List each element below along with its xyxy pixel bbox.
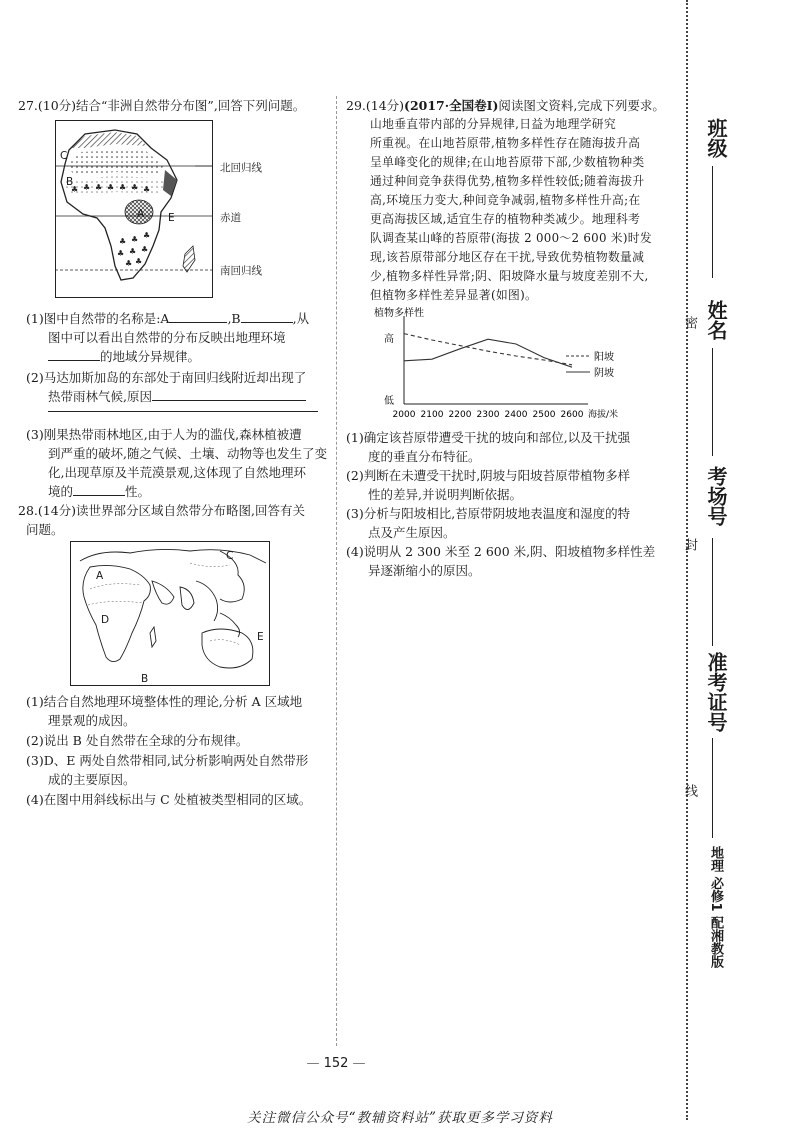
q27-sub2-line2: 热带雨林气候,原因 [48,387,306,406]
q29-para-line8: 现,该苔原带部分地区存在干扰,导致优势植物数量减 [370,250,645,264]
chart-x-tick-label: 2300 [476,410,500,420]
answer-blank-madagascar-1[interactable] [152,387,306,401]
ticket-number-label: 准考证号 [704,652,728,732]
chart-y-low-label: 低 [384,396,394,407]
exam-room-label: 考场号 [704,466,728,526]
q27-sub3-line1: (3)刚果热带雨林地区,由于人为的滥伐,森林植被遭 [26,427,302,442]
q29-sub1-line2: 度的垂直分布特征。 [368,449,481,464]
svg-text:♣: ♣ [143,185,151,194]
chart-x-tick-label: 2600 [560,410,584,420]
svg-text:♣: ♣ [143,231,151,240]
svg-text:♣: ♣ [131,183,139,192]
chart-series-line-sunny-slope [404,334,572,365]
q28-sub2: (2)说出 B 处自然带在全球的分布规律。 [26,733,249,748]
svg-text:♣: ♣ [117,249,125,258]
class-label: 班级 [704,118,728,158]
chart-series-line-shady-slope [404,339,572,367]
svg-text:♣: ♣ [95,183,103,192]
svg-text:♣: ♣ [129,247,137,256]
q29-para-line10: 但植物多样性差异显著(如图)。 [370,288,538,302]
q29-para-line2: 所重视。在山地苔原带,植物多样性存在随海拔升高 [370,136,641,150]
svg-text:♣: ♣ [135,257,143,266]
name-field[interactable] [712,348,713,456]
seal-feng: 封 [682,538,697,551]
africa-map-marker-a: A [137,208,145,220]
binding-dotted-line [686,0,688,1120]
svg-text:♣: ♣ [119,183,127,192]
q29-sub3-line1: (3)分析与阳坡相比,苔原带阴坡地表温度和湿度的特 [346,506,631,521]
q27-sub3-line3: 化,出现草原及半荒漠景观,这体现了自然地理环 [48,465,306,480]
chart-x-tick-label: 2500 [532,410,556,420]
page-number: 152 [323,1056,349,1071]
answer-blank-integrity[interactable] [73,482,125,496]
svg-text:♣: ♣ [107,183,115,192]
chart-x-label: 海拔/米 [588,410,619,420]
q29-sub4-line1: (4)说明从 2 300 米至 2 600 米,阴、阳坡植物多样性差 [346,544,656,559]
world-map-marker-a: A [96,570,104,582]
q27-sub3-line2: 到严重的破坏,随之气候、土壤、动物等也发生了变 [48,446,327,461]
seal-xian: 线 [682,784,697,797]
chart-y-high-label: 高 [384,334,394,345]
q29-sub2-line2: 性的差异,并说明判断依据。 [368,487,522,502]
svg-text:♣: ♣ [119,237,127,246]
q27-sub1-line3: 的地域分异规律。 [48,347,200,366]
chart-y-label: 植物多样性 [374,308,424,319]
q29-para-line6: 更高海拔区域,适宜生存的植物种类减少。地理科考 [370,212,641,226]
seal-mi: 密 [682,316,697,329]
ticket-number-field[interactable] [712,738,713,838]
answer-blank-b[interactable] [241,309,293,323]
world-map-marker-d: D [101,614,110,626]
africa-map-marker-b: B [66,176,74,188]
label-north-tropic: 北回归线 [220,162,262,174]
subject-edition: 地理 必修1 配湘教版 [708,846,723,969]
q27-sub1-line1: (1)图中自然带的名称是:A ,B ,从 [26,311,310,326]
chart-legend-label: 阳坡 [594,352,614,363]
africa-map-marker-c: C [60,150,68,162]
q28-sub4: (4)在图中用斜线标出与 C 处植被类型相同的区域。 [26,792,312,807]
chart-x-tick-label: 2000 [392,410,416,420]
name-label: 姓名 [704,300,728,340]
svg-text:♣: ♣ [125,259,133,268]
svg-text:♣: ♣ [141,245,149,254]
q28-sub3-line1: (3)D、E 两处自然带相同,试分析影响两处自然带形 [26,753,309,768]
world-map-marker-c: C [226,550,234,562]
answer-blank-rule[interactable] [48,347,100,361]
world-map-marker-e: E [257,631,264,643]
answer-blank-a[interactable] [169,309,227,323]
q29-para-line3: 呈单峰变化的规律;在山地苔原带下部,少数植物种类 [370,155,645,169]
svg-text:♣: ♣ [71,185,79,194]
exam-room-field[interactable] [712,538,713,646]
q29-para-line5: 高,环境压力变大,种间竞争减弱,植物多样性升高;在 [370,193,641,207]
chart-x-tick-label: 2400 [504,410,528,420]
q28-sub3-line2: 成的主要原因。 [48,772,136,787]
q29-para-line7: 队调查某山峰的苔原带(海拔 2 000～2 600 米)时发 [370,231,652,245]
q29-para-line1: 山地垂直带内部的分异规律,日益为地理学研究 [370,117,616,131]
q29-sub1-line1: (1)确定该苔原带遭受干扰的坡向和部位,以及干扰强 [346,430,631,445]
class-field[interactable] [712,166,713,278]
chart-legend-label: 阴坡 [594,368,614,379]
q28-title-line2: 问题。 [26,522,64,537]
svg-text:♣: ♣ [131,235,139,244]
page-number-area: — 152 — [306,1056,366,1071]
q29-para-line4: 通过种间竞争获得优势,植物多样性较低;随着海拔升 [370,174,645,188]
answer-blank-madagascar-2[interactable] [48,411,318,412]
world-natural-zone-map [70,541,270,686]
q27-sub2-line1: (2)马达加斯加岛的东部处于南回归线附近却出现了 [26,370,307,385]
q28-title-line1: 28.(14分)读世界部分区域自然带分布略图,回答有关 [18,503,306,518]
chart-x-tick-label: 2200 [448,410,472,420]
label-south-tropic: 南回归线 [220,265,262,277]
chart-x-tick-label: 2100 [420,410,444,420]
svg-text:♣: ♣ [83,183,91,192]
world-map-marker-b: B [141,673,149,685]
q27-sub1-line2: 图中可以看出自然带的分布反映出地理环境 [48,330,286,345]
q29-sub3-line2: 点及产生原因。 [368,525,456,540]
q29-title: 29.(14分)(2017·全国卷Ⅰ)阅读图文资料,完成下列要求。 [346,98,665,113]
column-divider [336,96,337,1046]
q28-sub1-line2: 理景观的成因。 [48,713,136,728]
q27-sub3-line4: 境的 性。 [48,484,151,499]
q29-para-line9: 少,植物多样性异常;阴、阳坡降水量与坡度差别不大, [370,269,649,283]
q29-sub4-line2: 异逐渐缩小的原因。 [368,563,481,578]
plant-diversity-chart [360,306,660,426]
q29-sub2-line1: (2)判断在未遭受干扰时,阴坡与阳坡苔原带植物多样 [346,468,631,483]
q28-sub1-line1: (1)结合自然地理环境整体性的理论,分析 A 区域地 [26,694,303,709]
q27-title: 27.(10分)结合“非洲自然带分布图”,回答下列问题。 [18,98,306,113]
africa-natural-zone-map [55,120,213,298]
footer-note: 关注微信公众号“教辅资料站”获取更多学习资料 [247,1110,553,1126]
label-equator: 赤道 [220,212,241,224]
africa-map-marker-e: E [168,212,175,224]
